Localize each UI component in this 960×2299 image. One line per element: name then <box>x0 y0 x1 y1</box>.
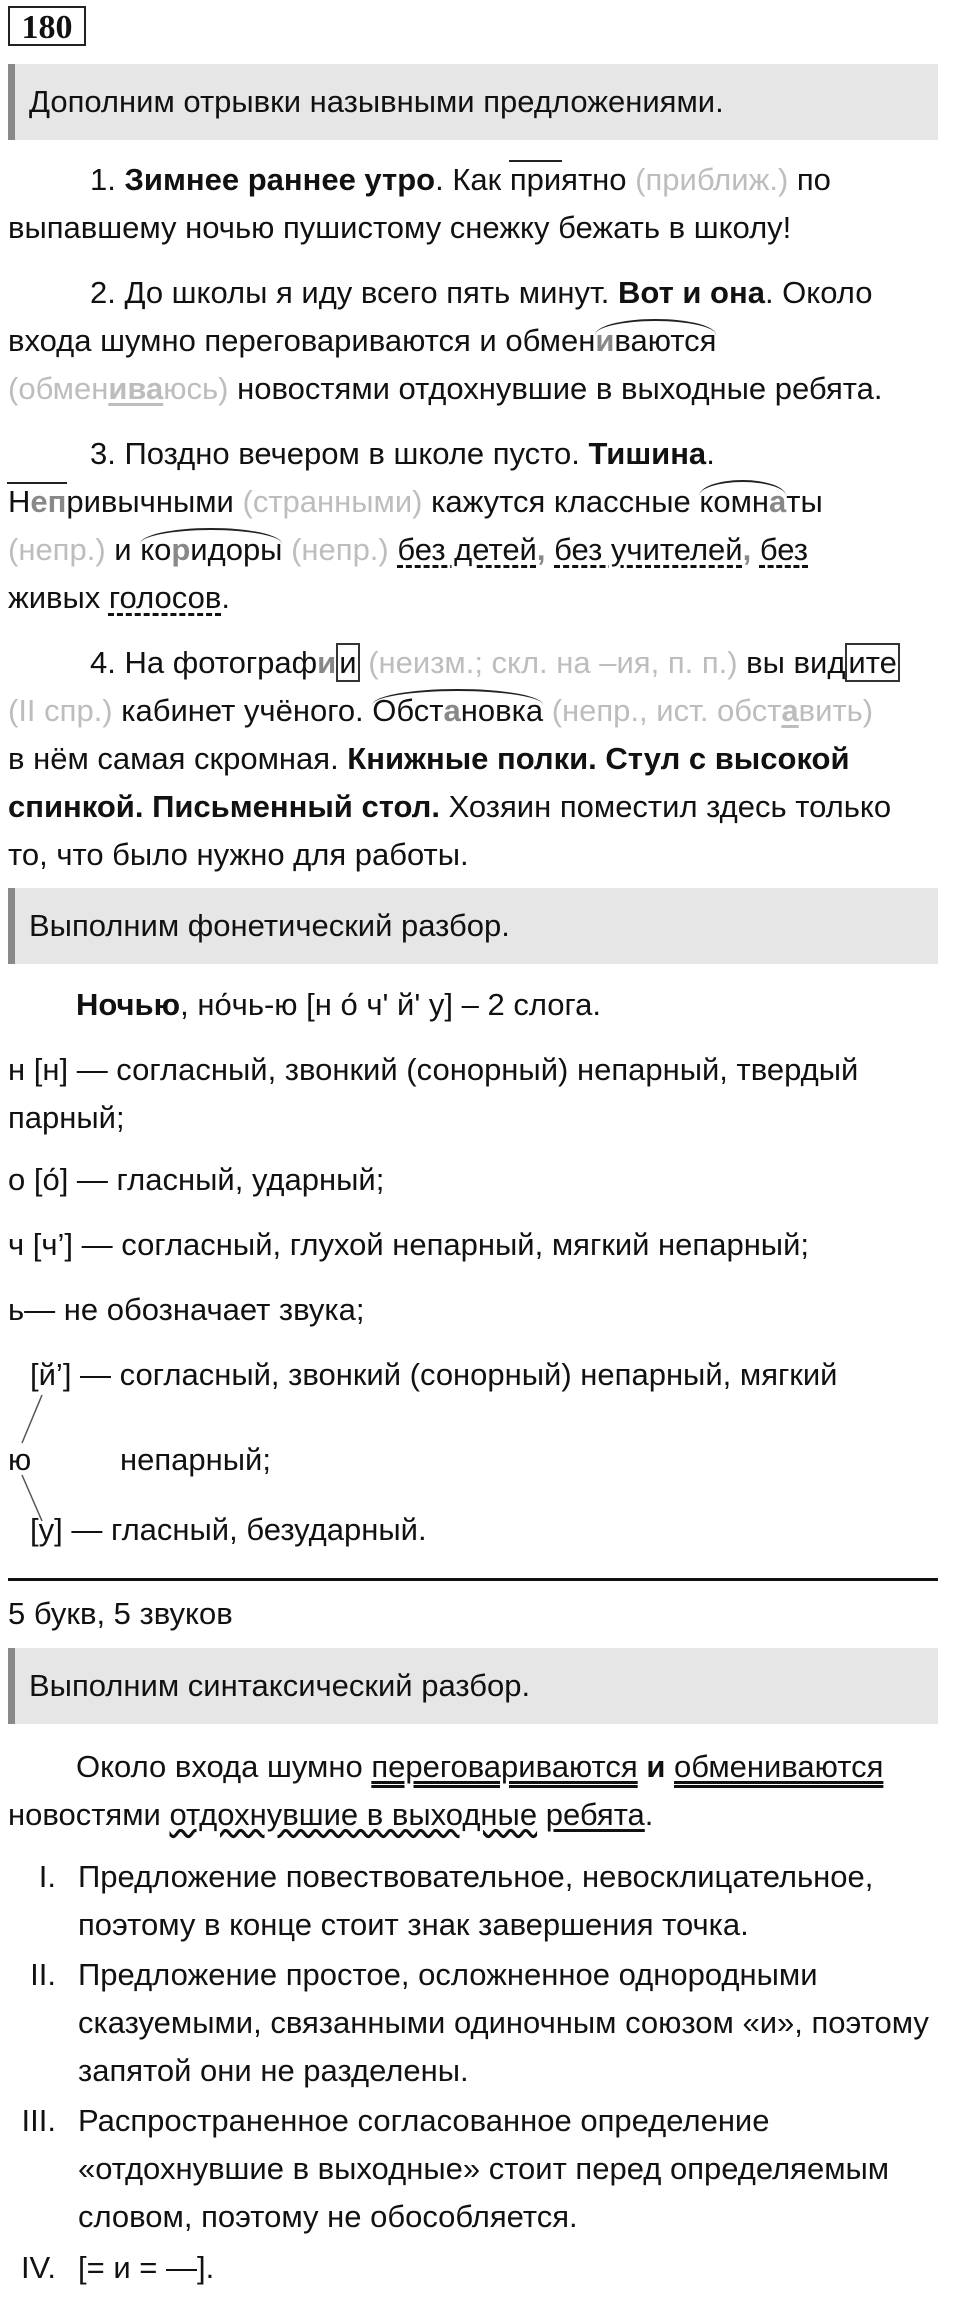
paragraph-3-line-1: 3. Поздно вечером в школе пусто. Тишина. <box>90 436 715 471</box>
phonetic-yu-cont: непарный; <box>120 1442 271 1477</box>
paragraph-3-line-2: Непривычными (странными) кажутся классные комнаты <box>8 482 823 522</box>
paragraph-1-line-1: 1. Зимнее раннее утро. Как приятно (приближ.) по <box>90 160 831 200</box>
syntax-sentence-line-2: новостями отдохнувшие в выходные ребята. <box>8 1797 654 1832</box>
paragraph-1-line-2: выпавшему ночью пушистому снежку бежать в школу! <box>8 210 792 245</box>
list-item-number: I. <box>38 1859 56 1894</box>
paragraph-4-line-5: то, что было нужно для работы. <box>8 837 469 872</box>
paragraph-3-line-3: (непр.) и коридоры (непр.) без детей, без учителей, без <box>8 530 808 570</box>
list-item-number: IV. <box>20 2250 56 2285</box>
phonetic-n: н [н] — согласный, звонкий (сонорный) непарный, твердый <box>8 1052 859 1087</box>
task-number: 180 <box>8 6 86 46</box>
phonetic-o: о [о́] — гласный, ударный; <box>8 1162 385 1197</box>
phonetic-u: [у] — гласный, безударный. <box>30 1512 427 1547</box>
phonetic-count: 5 букв, 5 звуков <box>8 1596 233 1631</box>
paragraph-4-line-2: (II спр.) кабинет учёного. Обстановка (непр., ист. обставить) <box>8 691 873 731</box>
divider <box>8 1578 938 1581</box>
list-item-text: Распространенное согласованное определение «отдохнувшие в выходные» стоит перед определяемым словом, поэтому не обособляется. <box>78 2103 890 2234</box>
syntax-sentence-line-1: Около входа шумно переговариваются и обмениваются <box>76 1749 884 1784</box>
phonetic-j: [й’] — согласный, звонкий (сонорный) непарный, мягкий <box>30 1357 838 1392</box>
paragraph-2-line-3: (обмениваюсь) новостями отдохнувшие в выходные ребята. <box>8 371 883 406</box>
list-item-number: III. <box>21 2103 56 2138</box>
paragraph-4-line-3: в нём самая скромная. Книжные полки. Стул с высокой <box>8 741 850 776</box>
paragraph-3-line-4: живых голосов. <box>8 580 230 615</box>
paragraph-4-line-1: 4. На фотографии (неизм.; скл. на –ия, п. п.) вы видите <box>90 643 900 683</box>
paragraph-2-line-2: входа шумно переговариваются и обмениваются <box>8 321 716 361</box>
phonetic-ch: ч [ч’] — согласный, глухой непарный, мягкий непарный; <box>8 1227 810 1262</box>
section-header-phonetic: Выполним фонетический разбор. <box>8 888 938 964</box>
phonetic-head: Ночью, но́чь-ю [н о́ ч' й' у] – 2 слога. <box>76 987 601 1022</box>
phonetic-yu: ю <box>8 1442 32 1477</box>
list-item-text: Предложение повествовательное, невосклицательное, поэтому в конце стоит знак завершения точка. <box>78 1859 874 1942</box>
list-item-text: [= и = —]. <box>78 2250 215 2285</box>
phonetic-n-cont: парный; <box>8 1100 125 1135</box>
paragraph-2-line-1: 2. До школы я иду всего пять минут. Вот и она. Около <box>90 275 873 310</box>
section-header-fill: Дополним отрывки назывными предложениями. <box>8 64 938 140</box>
section-header-syntax: Выполним синтаксический разбор. <box>8 1648 938 1724</box>
phonetic-soft-sign: ь— не обозначает звука; <box>8 1292 365 1327</box>
paragraph-4-line-4: спинкой. Письменный стол. Хозяин поместил здесь только <box>8 789 892 824</box>
list-item-text: Предложение простое, осложненное однородными сказуемыми, связанными одиночным союзом «и», поэтому запятой они не разделены. <box>78 1957 929 2088</box>
list-item-number: II. <box>30 1957 56 1992</box>
